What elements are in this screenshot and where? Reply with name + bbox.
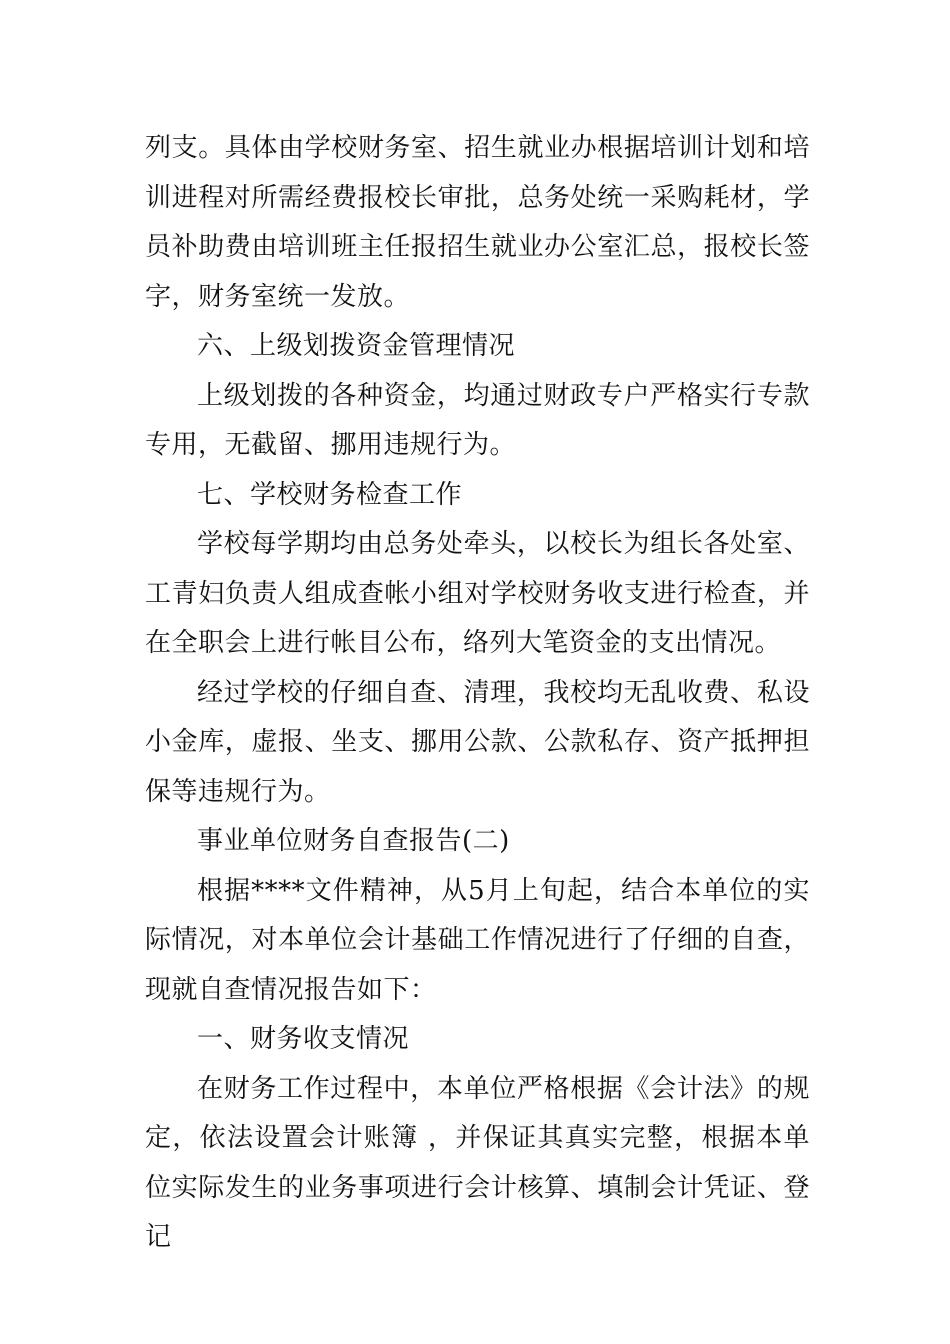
section-heading-1: 一、财务收支情况 xyxy=(197,1024,410,1054)
paragraph-5: 经过学校的仔细自查、清理，我校均无乱收费、私设小金库，虚报、坐支、挪用公款、公款私存、资产抵押担保等违规行为。 xyxy=(145,677,810,807)
section-heading-7: 七、学校财务检查工作 xyxy=(197,479,463,510)
paragraph-4: 学校每学期均由总务处牵头，以校长为组长各处室、工青妇负责人组成查帐小组对学校财务收支进行检查，并在全职会上进行帐目公布，络列大笔资金的支出情况。 xyxy=(145,529,810,658)
paragraph-0: 列支。具体由学校财务室、招生就业办根据培训计划和培训进程对所需经费报校长审批，总务处统一采购耗材，学员补助费由培训班主任报招生就业办公室汇总，报校长签字，财务室统一发放。 xyxy=(145,133,810,312)
section-heading-6: 六、上级划拨资金管理情况 xyxy=(197,331,516,361)
paragraph-7: 根据****文件精神，从5月上旬起，结合本单位的实际情况，对本单位会计基础工作情况进行了仔细的自查，现就自查情况报告如下： xyxy=(145,875,810,1005)
paragraph-2: 上级划拨的各种资金，均通过财政专户严格实行专款专用，无截留、挪用违规行为。 xyxy=(145,380,810,460)
paragraph-9: 在财务工作过程中，本单位严格根据《会计法》的规定，依法设置会计账簿 ，并保证其真实完整，根据本单位实际发生的业务事项进行会计核算、填制会计凭证、登记 xyxy=(145,1073,810,1252)
document-body xyxy=(145,124,810,1263)
report-title-2: 事业单位财务自查报告(二) xyxy=(197,826,510,856)
